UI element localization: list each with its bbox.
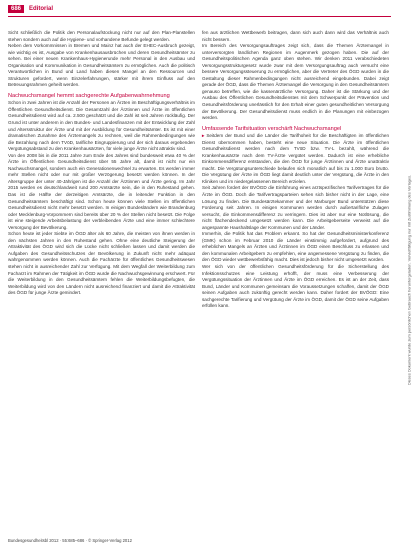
subheading-text: Nachwuchsmangel hemmt sachgerechte Aufgabenwahrnehmung xyxy=(8,92,170,99)
paragraph xyxy=(202,43,389,122)
subheading-text: Umfassende Tarifsituation verschärft Nachwuchsmangel xyxy=(202,125,342,132)
sidebar-note xyxy=(405,30,413,530)
left-column xyxy=(8,30,195,297)
paragraph xyxy=(202,185,389,231)
paragraph-text: Seitdem der Bund und die Länder die Tarifhoheit für die Beschäftigten im öffentlichen Dienst übernommen haben, besteht eine neue Situation. Die Ärzte im öffentlichen Gesundheitsdienst werden nach dem TVöD bzw. TV-L bezahlt, während die Krankenhausärzte nach dem TV-Ärzte vergütet werden. Dadurch ist eine erhebliche Einkommensdifferenz entstanden, die den ÖGD für junge Ärztinnen und Ärzte unattraktiv macht. Die Vergütungsunterschiede belaufen sich monatlich auf bis zu 1.000 Euro brutto. Die Vergütung der Ärzte im ÖGD liegt damit deutlich unter der Vergütung, die Ärzte in den Kliniken und im niedergelassenen Bereich erzielen. xyxy=(202,133,389,184)
paragraph xyxy=(202,231,389,264)
paragraph-text: fen aus ärztlichen Wettbewerb beitragen, dann sich auch dann wird das Verhältnis auch nicht bessern. xyxy=(202,30,389,42)
paragraph xyxy=(8,231,195,296)
sidebar-note-text: Dieses Dokument wurde zum persönlichen Gebrauch heruntergeladen. Vervielfältigung nur mit Zustimmung des Verlages. xyxy=(406,174,412,386)
paragraph-text: Schon heute ist jeder Siebte im ÖGD älter als 60 Jahre, die meisten von ihnen werden in den nächsten Jahren in den Ruhestand gehen. Ohne eine deutliche Steigerung der Attraktivität des ÖGD wird sich die Lücke nicht schließen lassen und damit werden die Aufgaben des Gesundheitsschutzes der Bevölkerung in Zukunft nicht mehr adäquat wahrgenommen werden können. Auch die Fachärzte für öffentliches Gesundheitswesen stehen nicht in ausreichender Zahl zur Verfügung. Mit dem Wegfall der Weiterbildung zum Facharzt im Rahmen der Tätigkeit im ÖGD wurde die Nachwuchsgewinnung erschwert. Für die Weiterbildung in den Gesundheitsämtern fehlen die Weiterbildungsbefugten, die Weiterbildung wird von den Ländern nicht ausreichend finanziert und damit die Attraktivität des ÖGD für junge Ärzte gemindert. xyxy=(8,231,195,296)
paragraph xyxy=(202,30,389,43)
footer-citation: Bundesgesundheitsbl 2012 · 55:685–686 · © Springer-Verlag 2012 xyxy=(8,538,132,543)
page-header xyxy=(8,4,53,14)
section-title: Editorial xyxy=(29,6,54,12)
bullet-icon: ▸ xyxy=(202,133,205,139)
page-number: 686 xyxy=(8,5,24,13)
paragraph-text: Von den 2008 bis in die 2011 Jahre zum Ende des Jahres sind bundesweit etwa 40 % der Ärzte im Öffentlichen Gesundheitsdienst über 55 Jahre alt, damit ist nicht nur ein Nachwuchsmangel, sondern auch ein Generationenwechsel zu erwarten. Es werden immer mehr Stellen nicht oder nur mit großer Verzögerung besetzt werden können. In der Altersgruppe der unter 40-Jährigen ist die Anzahl der Ärztinnen und Ärzte gering. Im Jahr 2015 werden es deutschlandweit rund 200 Amtsärzte sein, die in den Ruhestand gehen. Das ist die Hälfte der derzeitigen Amtsärzte, die in leitender Funktion in den Gesundheitsämtern beschäftigt sind. Schon heute können viele Stellen im öffentlichen Gesundheitsdienst nicht mehr besetzt werden. In einigen Bundesländern wie Brandenburg oder Mecklenburg-Vorpommern sind bereits über 20 % der Stellen nicht besetzt. Die Folge ist eine steigende Arbeitsbelastung der verbleibenden Ärzte und eine immer schlechtere Versorgung der Bevölkerung. xyxy=(8,152,195,230)
paragraph-text: Seit Jahren fordert der BVÖGD die Einführung eines arztspezifischen Tarifvertrages für die Ärzte im ÖGD. Doch die Tarifvertragsparteien sehen sich bisher nicht in der Lage, eine Lösung zu finden. Die Bundesärztekammer und der Marburger Bund unterstützen diese Forderung seit Jahren. In einigen Kommunen werden durch außertarifliche Zulagen versucht, die Einkommensdifferenz zu verringern. Dies ist aber nur eine Notlösung, die nicht flächendeckend umgesetzt werden kann. Die Arbeitgeberseite verweist auf die angespannte Haushaltslage der Kommunen und der Länder. xyxy=(202,185,389,230)
paragraph xyxy=(8,100,195,152)
header-rule xyxy=(8,16,391,17)
right-column xyxy=(202,30,389,310)
subheading xyxy=(202,126,389,132)
paragraph-text: Wer sich von der öffentlichen Gesundheitsförderung für die Sicherstellung des Infektionsschutzes eine Leistung erhofft, der muss eine Verbesserung der Vergütungssituation der Ärztinnen und Ärzte im ÖGD erreichen. Es ist an der Zeit, dass Bund, Länder und Kommunen gemeinsam die Voraussetzungen schaffen, damit der ÖGD seinen Aufgaben auch zukünftig gerecht werden kann. Daher fordert der BVÖGD: Eine sachgerechte Tarifierung und Vergütung der Ärzte im ÖGD, damit der ÖGD seine Aufgaben erfüllen kann. xyxy=(202,264,389,309)
paragraph xyxy=(202,133,389,185)
paragraph-text: Neben dem Vorkommnissen in Bremen und Mainz hat auch der EHEC-Ausbruch gezeigt, wie wichtig es ist, Ausgabe von Krankenhausausbrüchen und deren Gesundheitsämter zu sehen. Bei einer neuen Krankenhaus-Hygienerunde mehr Personal in den Ausbau und Organisation und Kommunikation in Gesundheitsämtern zu ermöglichen. Auch die politisch Verantwortlichen in Bund und Land haben diesen Mangel an den Ressourcen und Strukturen gefordert, wenn Einzelerfahrungen, stärker mit ihrem Einfluss auf den Betreuungsrahmen geheilt werden. xyxy=(8,43,195,88)
subheading xyxy=(8,93,195,99)
paragraph-text: Im Bereich des Versorgungsauftrages zeigt sich, dass die Themen Ärztemangel in unterversorgten ländlichen Regionen im Augenmerk gezogen haben. Die auf der Gesundheitspolitischen Agenda ganz oben stehen. Wir denken 2011 verabschiedeten Versorgungsstrukturgesetz wurde zwar mit dem Versorgungsauftrag auch versucht eine bessere Versorgungssteuerung zu ermöglichen, aber die Vertreter des ÖGD wurden in die Gestaltung dieser Rahmenbedingungen nicht ausreichend eingebunden. Dabei zeigt gerade der ÖGD, dass die Themen Ärztemangel die Versorgung in den Gesundheitsämtern genauso betreffen, wie die kassenärztliche Versorgung. Daher ist die Stärkung und der Ausbau des Öffentlichen Gesundheitsdienstes mit dem Schwerpunkt der Prävention und Gesundheitsförderung unerlässlich für den Erhalt einer guten gesundheitlichen Versorgung der Bevölkerung. Der Gesundheitsdienst muss endlich in die Planungen mit einbezogen werden. xyxy=(202,43,389,121)
paragraph xyxy=(8,43,195,89)
paragraph-text: Sicht schließlich die Politik den Personalaufstockung nicht nur auf den Plan-Planstellen stehen sondern auch auf die Hygiene- und vorhandene Befunde gelegt werden. xyxy=(8,30,195,42)
paragraph xyxy=(8,153,195,232)
paragraph xyxy=(8,30,195,43)
paragraph-text: Immerhin, die Politik hat das Problem erkannt. So hat der Gesundheitsministerkonferenz (GMK) schon im Februar 2010 die Länder einstimmig aufgefordert, aufgrund des erheblichen Mangels an Ärzten und Ärztinnen im ÖGD einen Beschluss zu erlassen und den kommunalen Arbeitgebern zu empfehlen, eine angemessene Vergütung zu finden, die den ÖGD wieder wettbewerbsfähig macht. Dies ist jedoch bisher nicht umgesetzt worden. xyxy=(202,231,389,263)
paragraph-text: Schon in zwei Jahren ist die Anzahl der Personen an Ärzten im Beschäftigungsverhältnis im Öffentlichen Gesundheitsdienst. Die Gesamtzahl der Ärztinnen und Ärzte im öffentlichen Gesundheitsdienst wird auf ca. 2.500 geschätzt und die Zahl ist seit Jahren rückläufig. Der Grund ist unter anderem in den Bundes- und Landesfinanzen mit der Entwicklung der Zahl und Altersstruktur der Ärzte und mit der Ausbildung für Gesundheitsämter. Es ist mit einer dramatischen Zunahme des Ärztemangels zu rechnen, weil die Rahmenbedingungen wie die Bezahlung nach dem TVöD, tarifliche Eingruppierung und der sich daraus ergebenden Vergütungsabstand zu den Krankenhausärzten, für viele junge Ärzte nicht attraktiv sind. xyxy=(8,100,195,152)
paragraph xyxy=(202,264,389,310)
